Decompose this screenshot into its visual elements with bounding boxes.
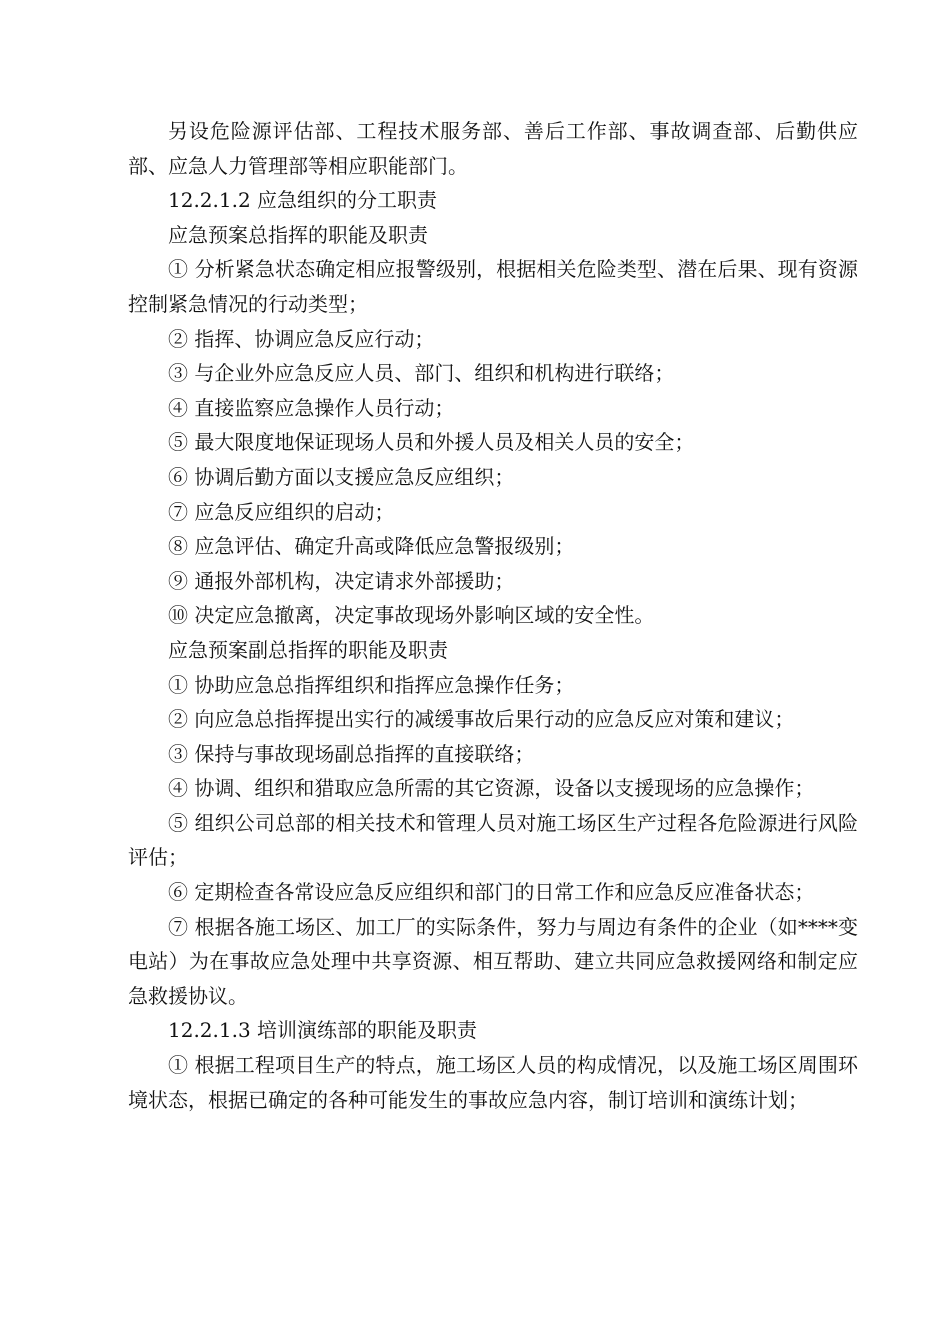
subheading-deputy-commander: 应急预案副总指挥的职能及职责 [168, 637, 448, 662]
list-item: ③ 保持与事故现场副总指挥的直接联络； [168, 741, 535, 766]
list-item: ① 协助应急总指挥组织和指挥应急操作任务； [168, 672, 575, 697]
list-item: ⑦ 根据各施工场区、加工厂的实际条件，努力与周边有条件的企业（如****变电站）为在事故应急处理中共享资源、相互帮助、建立共同应急救援网络和制定应急救援协议。 [128, 914, 858, 1008]
list-item: ⑧ 应急评估、确定升高或降低应急警报级别； [168, 534, 575, 559]
document-page [128, 114, 858, 1117]
list-item: ② 指挥、协调应急反应行动； [168, 326, 435, 351]
paragraph-intro: 另设危险源评估部、工程技术服务部、善后工作部、事故调查部、后勤供应部、应急人力管理部等相应职能部门。 [128, 119, 858, 178]
list-item: ② 向应急总指挥提出实行的减缓事故后果行动的应急反应对策和建议； [168, 707, 795, 732]
list-item: ⑤ 最大限度地保证现场人员和外援人员及相关人员的安全； [168, 430, 695, 455]
section-heading-12-2-1-3: 12.2.1.3 培训演练部的职能及职责 [168, 1018, 478, 1043]
list-item: ① 根据工程项目生产的特点，施工场区人员的构成情况，以及施工场区周围环境状态，根据已确定的各种可能发生的事故应急内容，制订培训和演练计划； [128, 1053, 858, 1112]
list-item: ④ 协调、组织和猎取应急所需的其它资源，设备以支援现场的应急操作； [168, 776, 815, 801]
list-item: ⑤ 组织公司总部的相关技术和管理人员对施工场区生产过程各危险源进行风险评估； [128, 810, 858, 870]
list-item: ⑥ 协调后勤方面以支援应急反应组织； [168, 464, 515, 489]
list-item: ⑥ 定期检查各常设应急反应组织和部门的日常工作和应急反应准备状态； [168, 880, 815, 905]
section-heading-12-2-1-2: 12.2.1.2 应急组织的分工职责 [168, 188, 438, 213]
list-item: ③ 与企业外应急反应人员、部门、组织和机构进行联络； [168, 361, 675, 386]
subheading-commander: 应急预案总指挥的职能及职责 [168, 222, 428, 247]
list-item: ① 分析紧急状态确定相应报警级别，根据相关危险类型、潜在后果、现有资源控制紧急情况的行动类型； [128, 257, 858, 316]
list-item: ⑩ 决定应急撤离，决定事故现场外影响区域的安全性。 [168, 603, 655, 628]
list-item: ⑨ 通报外部机构，决定请求外部援助； [168, 568, 515, 593]
list-item: ⑦ 应急反应组织的启动； [168, 499, 395, 524]
list-item: ④ 直接监察应急操作人员行动； [168, 395, 455, 420]
